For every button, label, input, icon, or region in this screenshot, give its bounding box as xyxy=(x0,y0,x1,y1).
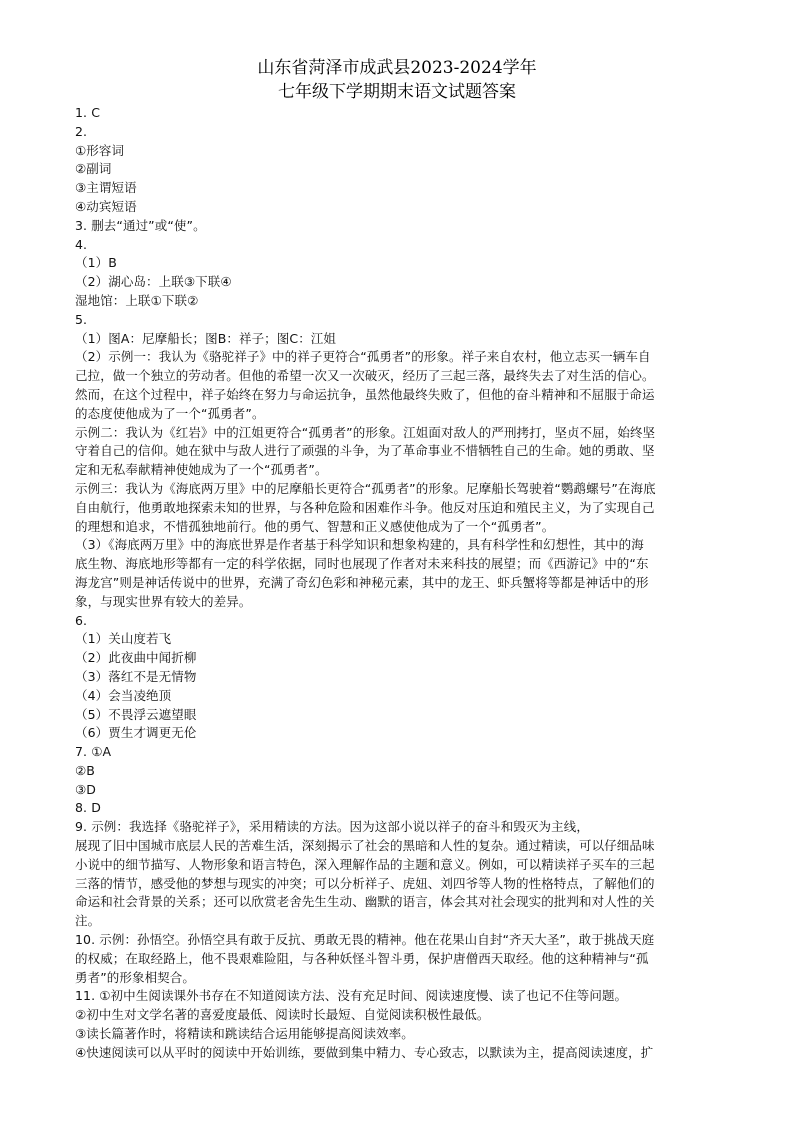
answer-line: 自由航行，他勇敢地探索未知的世界，与各种危险和困难作斗争。他反对压迫和殖民主义，为了实现自己 xyxy=(75,499,655,515)
answer-line: 湿地馆：上联①下联② xyxy=(75,292,199,308)
answer-line: 己拉，做一个独立的劳动者。但他的希望一次又一次破灭，经历了三起三落，最终失去了对生活的信心。 xyxy=(75,368,655,384)
answer-line: 三落的情节，感受他的梦想与现实的冲突；可以分析祥子、虎妞、刘四爷等人物的性格特点，了解他们的 xyxy=(75,875,655,891)
answer-line: 底生物、海底地形等都有一定的科学依据，同时也展现了作者对未来科技的展望；而《西游记》中的“东 xyxy=(75,556,649,572)
answer-line: （1）图A：尼摩船长；图B：祥子；图C：江姐 xyxy=(75,330,337,346)
answer-line: ③读长篇著作时，将精读和跳读结合运用能够提高阅读效率。 xyxy=(75,1026,414,1042)
answer-line: 示例三：我认为《海底两万里》中的尼摩船长更符合“孤勇者”的形象。尼摩船长驾驶着“鹦鹉螺号”在海底 xyxy=(75,480,656,496)
answer-line: （3）落红不是无情物 xyxy=(75,668,197,684)
answer-line: 11. ①初中生阅读课外书存在不知道阅读方法、没有充足时间、阅读速度慢、读了也记不住等问题。 xyxy=(75,988,628,1004)
document-title-line-2: 七年级下学期期末语文试题答案 xyxy=(278,82,516,102)
answer-line: ④动宾短语 xyxy=(75,198,137,214)
answer-line: 展现了旧中国城市底层人民的苦难生活，深刻揭示了社会的黑暗和人性的复杂。通过精读，可以仔细品味 xyxy=(75,838,655,854)
answer-line: 守着自己的信仰。她在狱中与敌人进行了顽强的斗争，为了革命事业不惜牺牲自己的生命。她的勇敢、坚 xyxy=(75,443,655,459)
answer-line: 6. xyxy=(75,612,88,628)
answer-line: 的权威；在取经路上，他不畏艰难险阻，与各种妖怪斗智斗勇，保护唐僧西天取经。他的这种精神与“孤 xyxy=(75,950,649,966)
answer-line: ④快速阅读可以从平时的阅读中开始训练，要做到集中精力、专心致志，以默读为主，提高阅读速度，扩 xyxy=(75,1044,654,1060)
answer-line: ②初中生对文学名著的喜爱度最低、阅读时长最短、自觉阅读积极性最低。 xyxy=(75,1007,490,1023)
answer-line: 定和无私奉献精神使她成为了一个“孤勇者”。 xyxy=(75,462,328,478)
answer-line: （2）此夜曲中闻折柳 xyxy=(75,650,197,666)
answer-line: （4）会当凌绝顶 xyxy=(75,687,172,703)
answer-line: 8. D xyxy=(75,800,101,816)
answer-line: ③D xyxy=(75,781,97,797)
answer-line: 3. 删去“通过”或“使”。 xyxy=(75,217,206,233)
answer-line: 1. C xyxy=(75,105,101,120)
answer-line: 9. 示例：我选择《骆驼祥子》，采用精读的方法。因为这部小说以祥子的奋斗和毁灭为主线， xyxy=(75,819,589,835)
answer-line: 小说中的细节描写、人物形象和语言特色，深入理解作品的主题和意义。例如，可以精读祥子买车的三起 xyxy=(75,856,655,872)
answer-line: 的态度使他成为了一个“孤勇者”。 xyxy=(75,405,265,421)
answer-line: （6）贾生才调更无伦 xyxy=(75,725,197,741)
answer-content xyxy=(75,104,721,1063)
answer-line: ③主谓短语 xyxy=(75,180,137,196)
answer-line: ②副词 xyxy=(75,161,112,177)
answer-line: （5）不畏浮云遮望眼 xyxy=(75,706,197,722)
answer-line: 象，与现实世界有较大的差异。 xyxy=(75,593,252,609)
answer-line: （2）示例一：我认为《骆驼祥子》中的祥子更符合“孤勇者”的形象。祥子来自农村，他立志买一辆车自 xyxy=(75,349,651,365)
document-title-line-1: 山东省菏泽市成武县2023-2024学年 xyxy=(257,58,537,78)
answer-line: 的理想和追求，不惜孤独地前行。他的勇气、智慧和正义感使他成为了一个“孤勇者”。 xyxy=(75,518,555,534)
answer-line: （1）B xyxy=(75,255,117,271)
answer-line: （2）湖心岛：上联③下联④ xyxy=(75,274,232,290)
answer-line: 示例二：我认为《红岩》中的江姐更符合“孤勇者”的形象。江姐面对敌人的严刑拷打，坚贞不屈，始终坚 xyxy=(75,424,656,440)
answer-line: 注。 xyxy=(75,913,101,929)
answer-line: 2. xyxy=(75,123,88,139)
answer-line: （1）关山度若飞 xyxy=(75,631,172,647)
answer-line: ②B xyxy=(75,762,95,778)
answer-line: 7. ①A xyxy=(75,744,112,760)
answer-line: 海龙宫”则是神话传说中的世界，充满了奇幻色彩和神秘元素，其中的龙王、虾兵蟹将等都是神话中的形 xyxy=(75,574,649,590)
answer-line: （3）《海底两万里》中的海底世界是作者基于科学知识和想象构建的，具有科学性和幻想性，其中的海 xyxy=(75,537,644,553)
answer-line: 5. xyxy=(75,311,88,327)
answer-line: 命运和社会背景的关系；还可以欣赏老舍先生生动、幽默的语言，体会其对社会现实的批判和对人性的关 xyxy=(75,894,655,910)
answer-line: ①形容词 xyxy=(75,142,125,158)
answer-line: 然而，在这个过程中，祥子始终在努力与命运抗争，虽然他最终失败了，但他的奋斗精神和不屈服于命运 xyxy=(75,386,655,402)
answer-line: 10. 示例：孙悟空。孙悟空具有敢于反抗、勇敢无畏的精神。他在花果山自封“齐天大圣”，敢于挑战天庭 xyxy=(75,932,655,948)
answer-line: 4. xyxy=(75,236,88,252)
answer-line: 勇者”的形象相契合。 xyxy=(75,969,195,985)
